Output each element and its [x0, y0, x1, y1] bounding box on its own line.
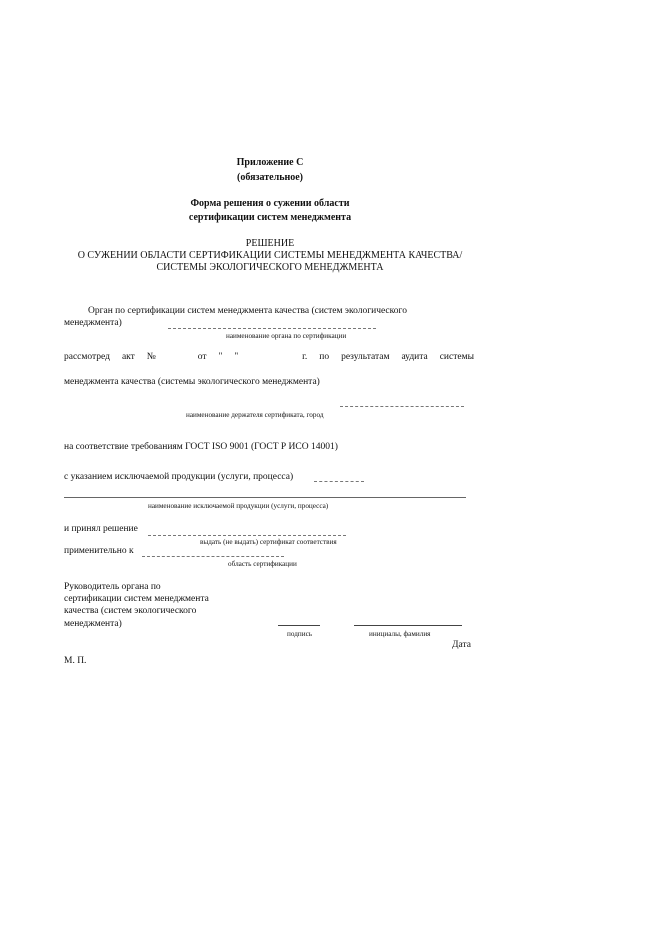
audit-word: аудита	[401, 352, 428, 362]
gost-line: на соответствие требованиям ГОСТ ISO 9001 (ГОСТ Р ИСО 14001)	[64, 442, 338, 452]
name-field	[354, 625, 462, 626]
form-title-line2: сертификации систем менеджмента	[188, 212, 352, 223]
system-word: системы	[439, 352, 474, 362]
organ-paragraph-line1: Орган по сертификации систем менеджмента качества (систем экологического	[88, 306, 407, 316]
caption-issue: выдать (не выдать) сертификат соответствия	[200, 538, 337, 546]
holder-field	[340, 406, 464, 407]
quote-close: "	[234, 352, 239, 362]
head-line1: Руководитель органа по	[64, 582, 161, 592]
organ-paragraph-line2: менеджмента)	[64, 318, 122, 328]
decision-word: РЕШЕНИЕ	[245, 238, 295, 249]
stamp-label: М. П.	[64, 656, 87, 666]
from-word: от	[197, 352, 207, 362]
act-word: акт	[121, 352, 135, 362]
reviewed-line	[64, 352, 474, 362]
reviewed-word: рассмотред	[64, 352, 110, 362]
signature-field	[278, 625, 320, 626]
applicable-line: применительно к	[64, 546, 134, 556]
organ-name-field	[168, 328, 376, 329]
decision-line2: СИСТЕМЫ ЭКОЛОГИЧЕСКОГО МЕНЕДЖМЕНТА	[156, 262, 384, 273]
results-word: результатам	[341, 352, 390, 362]
appendix-subtitle: (обязательное)	[236, 172, 304, 183]
date-label: Дата	[452, 640, 471, 650]
appendix-title: Приложение С	[236, 157, 304, 168]
number-sign: №	[146, 352, 156, 362]
form-title-line1: Форма решения о сужении области	[190, 198, 350, 209]
head-line4: менеджмента)	[64, 619, 122, 629]
scope-field	[142, 556, 284, 557]
caption-excluded: наименование исключаемой продукции (услуги, процесса)	[148, 502, 329, 510]
head-line3: качества (систем экологического	[64, 606, 197, 616]
caption-signature: подпись	[287, 630, 313, 638]
excluded-line: с указанием исключаемой продукции (услуги, процесса)	[64, 472, 294, 482]
excluded-field-short	[314, 481, 364, 482]
excluded-field-line	[64, 497, 466, 498]
decision-line1: О СУЖЕНИИ ОБЛАСТИ СЕРТИФИКАЦИИ СИСТЕМЫ МЕНЕДЖМЕНТА КАЧЕСТВА/	[77, 250, 463, 261]
caption-organ: наименование органа по сертификации	[226, 332, 347, 340]
year-abbr: г.	[302, 352, 308, 362]
head-line2: сертификации систем менеджмента	[64, 594, 209, 604]
quote-open: "	[218, 352, 223, 362]
caption-holder: наименование держателя сертификата, город	[186, 411, 324, 419]
caption-name: инициалы, фамилия	[369, 630, 431, 638]
by-word: по	[319, 352, 330, 362]
qms-line: менеджмента качества (системы экологического менеджмента)	[64, 377, 320, 387]
decision-field	[148, 535, 346, 536]
caption-scope: область сертификации	[228, 560, 297, 568]
decision-line: и принял решение	[64, 524, 138, 534]
